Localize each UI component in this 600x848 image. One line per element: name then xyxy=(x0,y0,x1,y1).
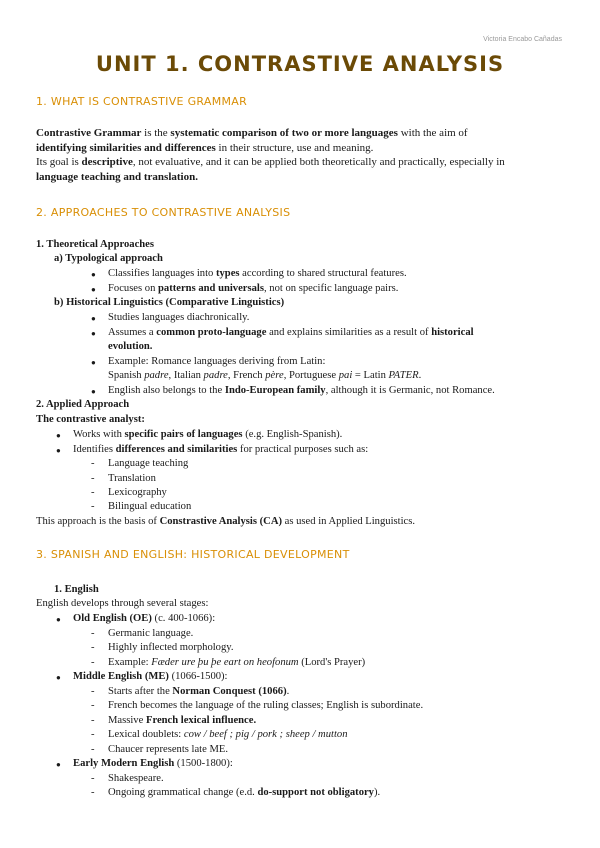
me-detail-1: Starts after the Norman Conquest (1066). xyxy=(108,686,290,697)
historical-bullet-2: Assumes a common proto-language and explains similarities as a result of historical xyxy=(108,327,474,338)
historical-bullet-3-example: Spanish padre, Italian padre, French père, Portuguese pai = Latin PATER. xyxy=(108,370,422,381)
author-name: Victoria Encabo Cañadas xyxy=(483,36,562,43)
applied-heading: 2. Applied Approach xyxy=(36,399,130,410)
s1-line-2: identifying similarities and differences in their structure, use and meaning. xyxy=(36,141,374,154)
dash-icon: - xyxy=(91,642,95,653)
typological-label: a) Typological approach xyxy=(54,253,163,264)
applied-list-item: Bilingual education xyxy=(108,501,192,512)
bullet-icon: ● xyxy=(91,270,96,279)
english-intro: English develops through several stages: xyxy=(36,598,209,609)
applied-list-item: Translation xyxy=(108,473,156,484)
dash-icon: - xyxy=(91,729,95,740)
me-detail-2: French becomes the language of the ruling classes; English is subordinate. xyxy=(108,700,424,711)
dash-icon: - xyxy=(91,628,95,639)
bullet-icon: ● xyxy=(56,673,61,682)
dash-icon: - xyxy=(91,473,95,484)
applied-bullet-2: Identifies differences and similarities for practical purposes such as: xyxy=(73,444,369,455)
dash-icon: - xyxy=(91,715,95,726)
bullet-icon: ● xyxy=(56,615,61,624)
bullet-icon: ● xyxy=(91,329,96,338)
dash-icon: - xyxy=(91,787,95,798)
applied-basis: This approach is the basis of Constrastive Analysis (CA) as used in Applied Linguistics. xyxy=(36,516,416,527)
historical-bullet-2-cont: evolution. xyxy=(108,341,153,352)
dash-icon: - xyxy=(91,657,95,668)
historical-bullet-3: Example: Romance languages deriving from Latin: xyxy=(108,356,326,367)
eme-detail-2: Ongoing grammatical change (e.d. do-support not obligatory). xyxy=(108,787,381,798)
historical-bullet-4: English also belongs to the Indo-European family, although it is Germanic, not Romance. xyxy=(108,385,495,396)
section-1-heading: 1. WHAT IS CONTRASTIVE GRAMMAR xyxy=(36,95,248,108)
me-detail-5: Chaucer represents late ME. xyxy=(108,744,229,755)
dash-icon: - xyxy=(91,700,95,711)
s1-line-1: Contrastive Grammar is the systematic comparison of two or more languages with the aim of xyxy=(36,127,468,139)
me-detail-4: Lexical doublets: cow / beef ; pig / pork ; sheep / mutton xyxy=(108,729,348,740)
bullet-icon: ● xyxy=(91,285,96,294)
s1-line-3: Its goal is descriptive, not evaluative, and it can be applied both theoretically and practically, especially in xyxy=(36,156,505,169)
oe-detail-3: Example: Fæder ure þu þe eart on heofonum (Lord's Prayer) xyxy=(108,657,366,668)
dash-icon: - xyxy=(91,501,95,512)
bullet-icon: ● xyxy=(56,760,61,769)
early-modern-english-item: Early Modern English (1500-1800): xyxy=(73,758,233,769)
typological-bullet-2: Focuses on patterns and universals, not on specific language pairs. xyxy=(108,283,399,294)
historical-bullet-1: Studies languages diachronically. xyxy=(108,312,250,323)
s1-line-4: language teaching and translation. xyxy=(36,170,198,183)
theoretical-heading: 1. Theoretical Approaches xyxy=(36,239,155,250)
section-3-heading: 3. SPANISH AND ENGLISH: HISTORICAL DEVELOPMENT xyxy=(36,548,350,561)
historical-label: b) Historical Linguistics (Comparative Linguistics) xyxy=(54,297,285,308)
middle-english-item: Middle English (ME) (1066-1500): xyxy=(73,671,228,682)
dash-icon: - xyxy=(91,773,95,784)
bullet-icon: ● xyxy=(91,314,96,323)
dash-icon: - xyxy=(91,458,95,469)
oe-detail-2: Highly inflected morphology. xyxy=(108,642,234,653)
dash-icon: - xyxy=(91,487,95,498)
bullet-icon: ● xyxy=(91,358,96,367)
typological-bullet-1: Classifies languages into types according to shared structural features. xyxy=(108,268,407,279)
bullet-icon: ● xyxy=(91,387,96,396)
applied-list-item: Language teaching xyxy=(108,458,189,469)
applied-bullet-1: Works with specific pairs of languages (e.g. English-Spanish). xyxy=(73,429,343,440)
bullet-icon: ● xyxy=(56,431,61,440)
eme-detail-1: Shakespeare. xyxy=(108,773,164,784)
english-heading: 1. English xyxy=(54,584,99,595)
section-2-heading: 2. APPROACHES TO CONTRASTIVE ANALYSIS xyxy=(36,206,291,219)
page-title: UNIT 1. CONTRASTIVE ANALYSIS xyxy=(95,52,505,76)
me-detail-3: Massive French lexical influence. xyxy=(108,715,257,726)
dash-icon: - xyxy=(91,744,95,755)
oe-detail-1: Germanic language. xyxy=(108,628,194,639)
section-1-paragraph xyxy=(36,126,566,184)
dash-icon: - xyxy=(91,686,95,697)
analyst-heading: The contrastive analyst: xyxy=(36,414,145,425)
bullet-icon: ● xyxy=(56,446,61,455)
old-english-item: Old English (OE) (c. 400-1066): xyxy=(73,613,216,624)
applied-list-item: Lexicography xyxy=(108,487,167,498)
